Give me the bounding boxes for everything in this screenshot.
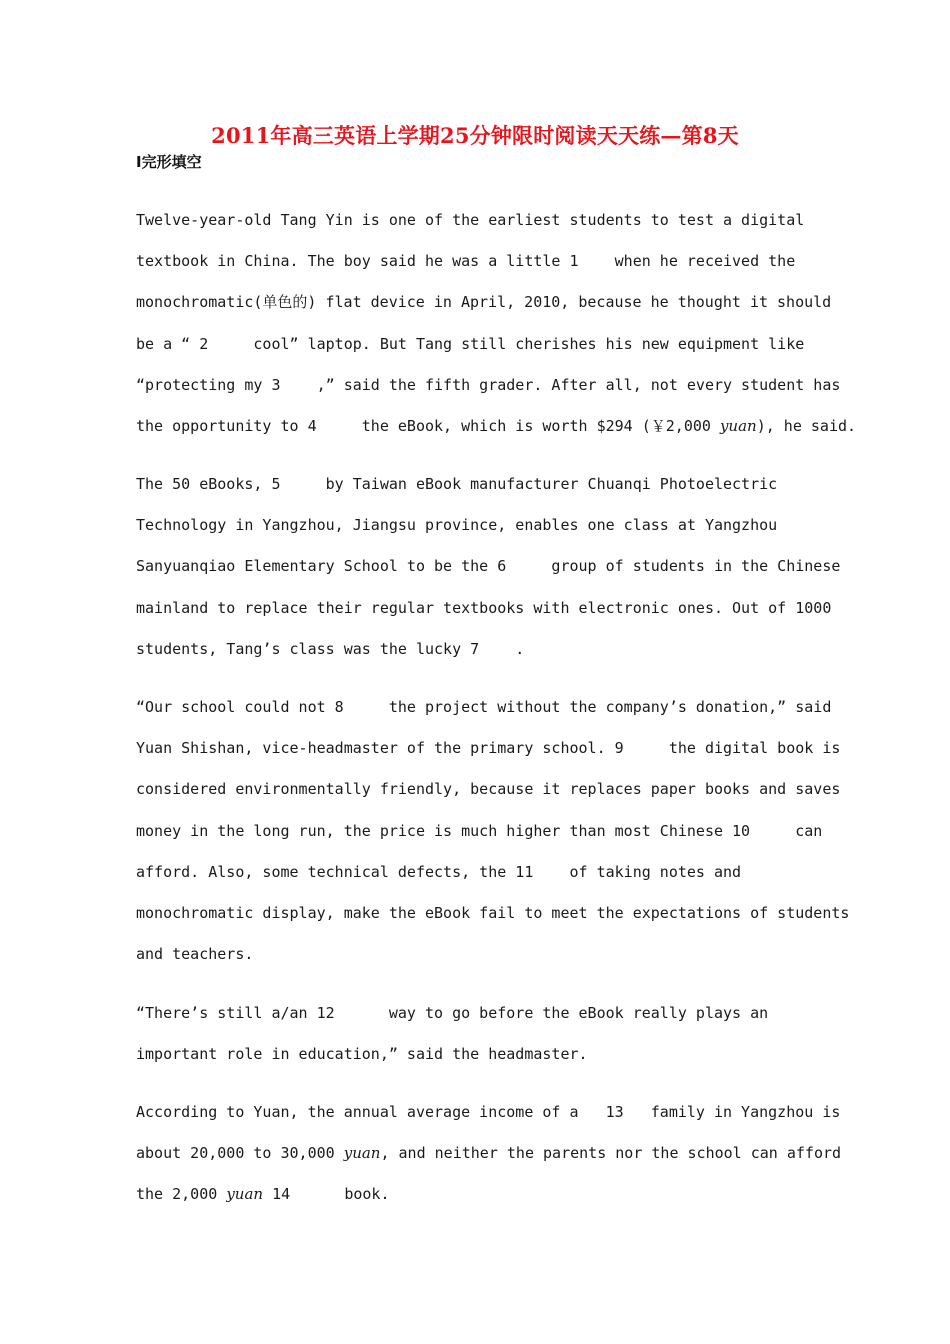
paragraph-line: The 50 eBooks, 5 by Taiwan eBook manufacturer Chuanqi Photoelectric — [136, 475, 778, 493]
paragraph-line: monochromatic(单色的) flat device in April, 2010, because he thought it should — [136, 293, 832, 312]
paragraph-line: “Our school could not 8 the project without the company’s donation,” said — [136, 698, 832, 716]
paragraph-line: textbook in China. The boy said he was a little 1 when he received the — [136, 252, 796, 271]
paragraph-line: “protecting my 3 ,” said the fifth grader. After all, not every student has — [136, 375, 841, 394]
paragraph-line: Sanyuanqiao Elementary School to be the 6 group of students in the Chinese — [136, 557, 841, 576]
line-text: 14 book. — [263, 1185, 390, 1204]
line-text: ), he said. — [756, 416, 857, 435]
italic-word: yuan — [343, 1144, 381, 1163]
paragraph-line: mainland to replace their regular textbooks with electronic ones. Out of 1000 — [136, 598, 832, 617]
paragraph-line: According to Yuan, the annual average income of a 13 family in Yangzhou is — [136, 1103, 841, 1121]
paragraph-line: money in the long run, the price is much higher than most Chinese 10 can — [136, 821, 823, 840]
paragraph-line — [136, 1174, 826, 1215]
paragraph-4 — [136, 993, 826, 1075]
paragraph-line: Twelve-year-old Tang Yin is one of the earliest students to test a digital — [136, 211, 805, 229]
paragraph-line: students, Tang’s class was the lucky 7 . — [136, 639, 525, 658]
paragraph-line: Technology in Yangzhou, Jiangsu province, enables one class at Yangzhou — [136, 516, 778, 535]
paragraph-line: important role in education,” said the headmaster. — [136, 1045, 588, 1064]
paragraph-1 — [136, 200, 857, 447]
paragraph-line: monochromatic display, make the eBook fail to meet the expectations of students — [136, 903, 850, 922]
paragraph-line: “There’s still a/an 12 way to go before the eBook really plays an — [136, 1004, 769, 1022]
paragraph-line — [136, 406, 857, 447]
document-title: 2011年高三英语上学期25分钟限时阅读天天练—第8天 — [211, 123, 739, 148]
paragraph-line: afford. Also, some technical defects, the 11 of taking notes and — [136, 862, 742, 881]
paragraph-line: Yuan Shishan, vice-headmaster of the primary school. 9 the digital book is — [136, 739, 841, 758]
paragraph-2 — [136, 464, 841, 670]
line-text: the opportunity to 4 the eBook, which is worth $294 (￥2,000 — [136, 416, 720, 435]
line-text: about 20,000 to 30,000 — [136, 1144, 344, 1163]
paragraph-line: be a “ 2 cool” laptop. But Tang still cherishes his new equipment like — [136, 334, 805, 353]
line-text: , and neither the parents nor the school can afford — [380, 1144, 842, 1163]
paragraph-line: considered environmentally friendly, because it replaces paper books and saves — [136, 780, 841, 799]
line-text: the 2,000 — [136, 1185, 227, 1204]
paragraph-3 — [136, 687, 850, 975]
paragraph-5 — [136, 1092, 842, 1216]
paragraph-line: and teachers. — [136, 945, 254, 964]
italic-word: yuan — [226, 1185, 264, 1204]
paragraph-line — [136, 1133, 842, 1174]
section-heading: I完形填空 — [136, 153, 202, 171]
italic-word: yuan — [719, 416, 757, 435]
